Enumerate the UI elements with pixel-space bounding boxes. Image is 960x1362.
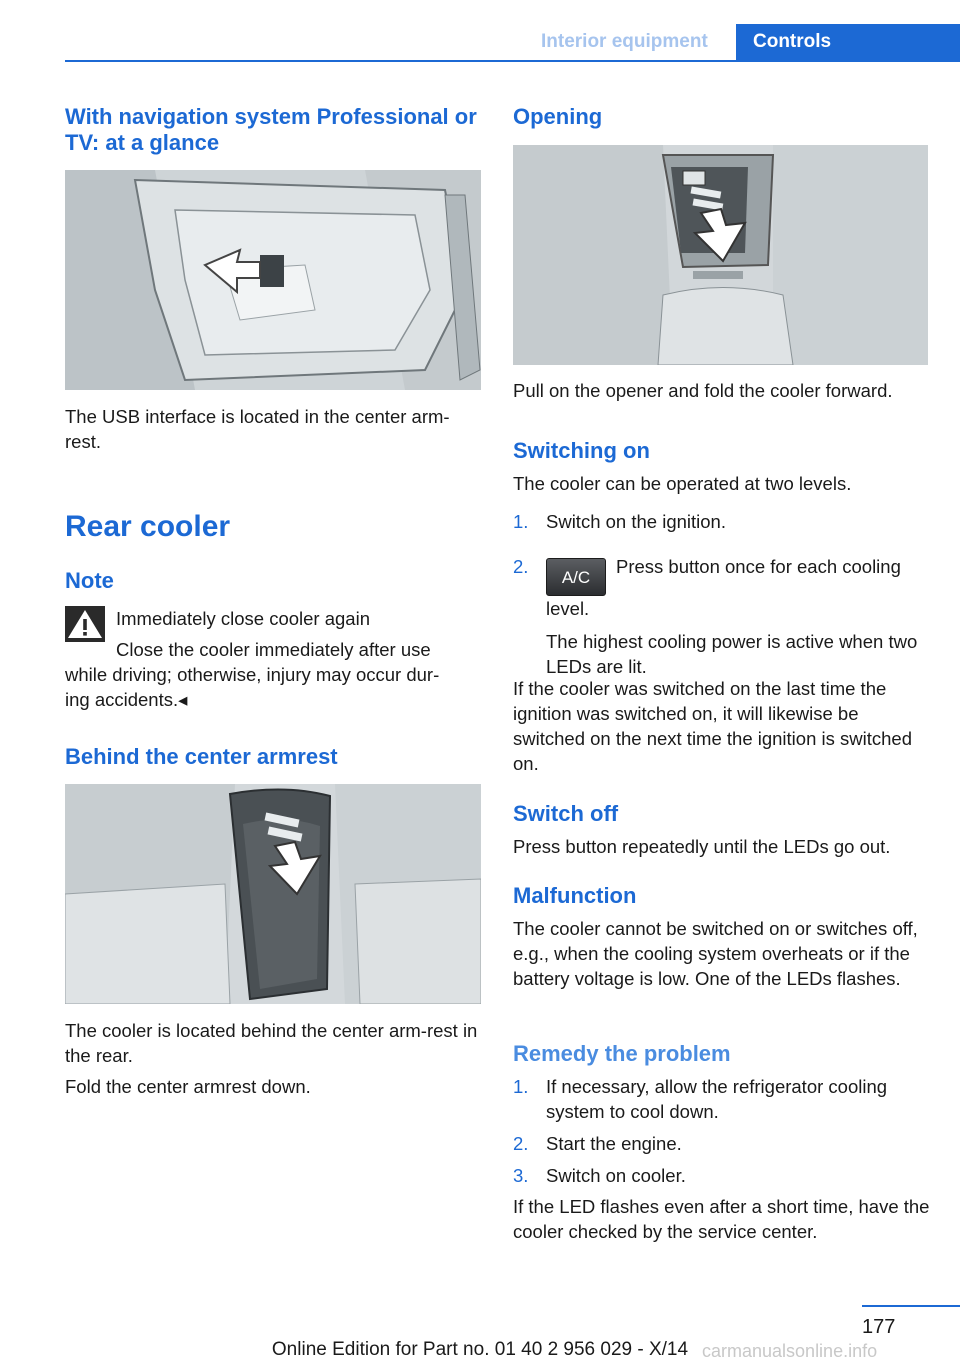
list-item <box>513 509 933 534</box>
switch-off-heading: Switch off <box>513 801 619 826</box>
behind-armrest-caption-2: Fold the center armrest down. <box>65 1076 311 1097</box>
switching-on-text: The cooler can be operated at two levels. <box>513 473 852 494</box>
remedy-after: If the LED flashes even after a short time, have the cooler checked by the service center. <box>513 1196 930 1242</box>
behind-armrest-caption-1: The cooler is located behind the center arm-rest in the rear. <box>65 1020 478 1066</box>
step-text: Start the engine. <box>546 1133 682 1154</box>
list-item <box>513 1074 933 1124</box>
switch-off-text: Press button repeatedly until the LEDs go out. <box>513 836 891 857</box>
usb-caption: The USB interface is located in the center arm-rest. <box>65 406 450 452</box>
step-number: 1. <box>513 511 529 532</box>
step-text: If necessary, allow the refrigerator cooling system to cool down. <box>546 1076 888 1122</box>
note-title: Immediately close cooler again <box>116 608 370 629</box>
usb-interface-figure <box>65 170 481 390</box>
list-item <box>513 554 933 679</box>
opening-caption: Pull on the opener and fold the cooler forward. <box>513 380 893 401</box>
behind-armrest-heading: Behind the center armrest <box>65 744 338 769</box>
switching-on-heading: Switching on <box>513 438 650 463</box>
edition-footer: Online Edition for Part no. 01 40 2 956 029 - X/14 <box>271 1339 689 1360</box>
step-number: 2. <box>513 556 529 577</box>
note-line-2: while driving; otherwise, injury may occur dur- <box>65 664 440 685</box>
step-subtext: The highest cooling power is active when two LEDs are lit. <box>546 631 918 677</box>
note-line-1: Close the cooler immediately after use <box>116 639 431 660</box>
warning-note <box>65 606 481 716</box>
note-heading: Note <box>65 568 114 593</box>
rear-cooler-title: Rear cooler <box>65 510 231 543</box>
list-item <box>513 1163 933 1188</box>
malfunction-text: The cooler cannot be switched on or switches off, e.g., when the cooling system overheats or if the battery voltage is low. One of the LEDs flashes. <box>513 918 918 989</box>
remedy-steps <box>513 1074 933 1188</box>
page-number: 177 <box>862 1316 896 1338</box>
behind-armrest-figure <box>65 784 481 1004</box>
ac-button-icon: A/C <box>546 558 606 596</box>
list-item <box>513 1131 933 1156</box>
switching-on-after: If the cooler was switched on the last time the ignition was switched on, it will likewise be switched on the next time the ignition is switched on. <box>513 678 912 774</box>
warning-triangle-icon <box>65 606 105 642</box>
opening-heading: Opening <box>513 104 603 129</box>
step-number: 1. <box>513 1076 529 1097</box>
note-line-3: ing accidents.◂ <box>65 689 188 710</box>
malfunction-heading: Malfunction <box>513 883 637 908</box>
switching-on-steps <box>513 509 933 679</box>
footer-rule <box>862 1305 960 1307</box>
step-number: 2. <box>513 1133 529 1154</box>
header-section: Interior equipment <box>541 31 708 52</box>
step-text: Press button once for each cooling level. <box>546 556 901 619</box>
header-chapter-tab: Controls <box>736 24 960 62</box>
step-text: Switch on cooler. <box>546 1165 686 1186</box>
opening-figure <box>513 145 928 365</box>
watermark: carmanualsonline.info <box>702 1341 878 1361</box>
remedy-heading: Remedy the problem <box>513 1041 731 1066</box>
step-text: Switch on the ignition. <box>546 511 726 532</box>
header-rule <box>65 60 960 62</box>
step-number: 3. <box>513 1165 529 1186</box>
usb-heading: With navigation system Professional or TV: at a glance <box>65 104 477 155</box>
